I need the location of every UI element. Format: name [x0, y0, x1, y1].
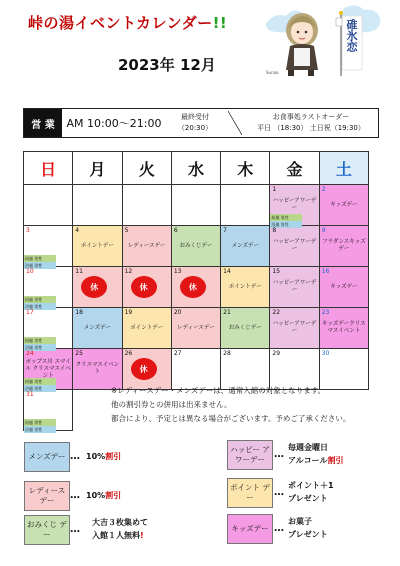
- calendar-week: [24, 226, 369, 267]
- hair-note: 鉛風 男性: [24, 296, 56, 303]
- weekday-header: 土: [319, 152, 368, 185]
- calendar-day: [73, 267, 122, 308]
- calendar-day: [122, 185, 171, 226]
- remark-line: 他の割引券との併用は出来ません。: [111, 400, 232, 409]
- legend-dots: …: [70, 524, 79, 535]
- day-number: 6: [173, 227, 178, 234]
- legend-swatch-ladies: レディース デー: [24, 481, 70, 511]
- day-number: 27: [173, 350, 182, 357]
- day-number: 24: [26, 350, 34, 357]
- weekday-header: 火: [122, 152, 171, 185]
- restaurant-last-order-time: 平日 （18:30） 土日祝（19:30）: [257, 124, 365, 132]
- legend-swatch-happy: ハッピー アワーデー: [227, 440, 273, 470]
- calendar-day: [24, 185, 73, 226]
- diagonal-divider: [224, 109, 244, 137]
- closed-day-badge: 休: [81, 276, 107, 298]
- calendar-week: [24, 185, 369, 226]
- restaurant-last-order-label: お食事処ラストオーダー: [272, 113, 350, 121]
- legend-description: ポイント＋1 プレゼント: [288, 481, 334, 503]
- day-number: 19: [124, 309, 133, 316]
- calendar-day: [171, 267, 220, 308]
- event-label: おみくじデー: [179, 242, 213, 249]
- legend-dots: …: [70, 451, 79, 462]
- event-label: クリスマスイベント: [75, 362, 120, 375]
- day-number: 21: [223, 309, 231, 316]
- legend-description: 大吉３枚集めて 入館１人無料!: [92, 518, 148, 540]
- legend-dots: …: [274, 449, 283, 460]
- day-number: 25: [75, 350, 83, 357]
- bath-note: 浴風 男性: [24, 262, 56, 269]
- weekday-header: 水: [171, 152, 220, 185]
- weekday-header-row: [24, 152, 369, 185]
- legend-swatch-kids: キッズデー: [227, 514, 273, 544]
- event-label: キッズデー: [330, 283, 358, 290]
- day-number: 17: [26, 309, 34, 316]
- day-number: 20: [173, 309, 182, 316]
- day-number: 2: [321, 186, 326, 193]
- legend-description: 毎週金曜日 アルコール割引: [288, 443, 344, 465]
- day-number: 5: [124, 227, 129, 234]
- legend-swatch-mens: メンズデー: [24, 442, 70, 472]
- legend-dots: …: [274, 523, 283, 534]
- weekday-header: 木: [221, 152, 270, 185]
- legend-description: 10%割引: [86, 452, 122, 461]
- calendar-day: [122, 267, 171, 308]
- legend-description: 10%割引: [86, 491, 122, 500]
- weekday-header: 金: [270, 152, 319, 185]
- event-label: ハッピーアワーデー: [272, 239, 317, 252]
- day-number: 3: [26, 227, 30, 234]
- day-number: 12: [124, 268, 133, 275]
- calendar-day: [221, 226, 270, 267]
- event-label: ハッピーアワーデー: [272, 198, 317, 211]
- calendar-day: [319, 185, 368, 226]
- day-number: 11: [75, 268, 83, 275]
- event-label: レディースデー: [177, 324, 215, 331]
- restaurant-last-order: [244, 109, 378, 137]
- event-label: ポップス川 スマイル クリスマスイベント: [25, 358, 71, 379]
- day-number: 16: [321, 268, 330, 275]
- day-number: 13: [173, 268, 182, 275]
- remark-line: ※レディースデー・メンズデーは、通常入館の対象となります。: [111, 386, 326, 395]
- day-number: 8: [272, 227, 277, 234]
- closed-day-badge: 休: [131, 358, 157, 380]
- legend-swatch-point: ポイント デー: [227, 478, 273, 508]
- calendar-day: [24, 308, 73, 349]
- calendar-day: [122, 308, 171, 349]
- calendar-day: [319, 267, 368, 308]
- weekday-header: 月: [73, 152, 122, 185]
- calendar-week: [24, 267, 369, 308]
- hair-note: 鉛風 男性: [24, 255, 56, 262]
- closed-day-badge: 休: [180, 276, 206, 298]
- calendar-day: [270, 267, 319, 308]
- bath-note: 浴風 男性: [270, 221, 302, 228]
- hair-note: 鉛風 男性: [24, 419, 56, 426]
- hair-note: 鉛風 男性: [24, 378, 56, 385]
- calendar-day: [319, 308, 368, 349]
- legend-dots: …: [274, 487, 283, 498]
- event-label: キッズデークリスマスイベント: [322, 321, 366, 334]
- calendar-day: [122, 226, 171, 267]
- day-number: 31: [26, 391, 34, 398]
- calendar-day: [171, 226, 220, 267]
- day-number: 18: [75, 309, 83, 316]
- event-label: ポイントデー: [80, 242, 114, 249]
- day-number: 10: [26, 268, 34, 275]
- last-entry-info: [166, 109, 224, 137]
- calendar-day: [24, 267, 73, 308]
- event-label: レディースデー: [127, 242, 166, 249]
- calendar-day: [221, 308, 270, 349]
- mascot-illustration: [264, 4, 384, 78]
- weekday-header: 日: [24, 152, 73, 185]
- mascot-signature: Sunao: [266, 70, 279, 75]
- event-label: フラダンスキッズデー: [321, 239, 366, 252]
- bath-note: 浴風 男性: [24, 303, 56, 310]
- closed-day-badge: 休: [131, 276, 157, 298]
- day-number: 1: [272, 186, 277, 193]
- hair-note: 鉛風 男性: [270, 214, 302, 221]
- calendar-month: 2023年 12月: [118, 56, 216, 74]
- legend-swatch-omikuji: おみくじ デー: [24, 515, 70, 545]
- remark-line: 都合により、予定とは異なる場合がございます。予めご了承ください。: [111, 414, 351, 423]
- calendar-day: [73, 185, 122, 226]
- remarks: [111, 384, 350, 426]
- business-hours-bar: [23, 108, 379, 138]
- calendar-day: [73, 308, 122, 349]
- bath-note: 浴風 男性: [24, 344, 56, 351]
- calendar-day: [24, 390, 73, 431]
- event-label: ポイントデー: [228, 283, 262, 290]
- calendar-day: [171, 308, 220, 349]
- day-number: 4: [75, 227, 80, 234]
- event-label: おみくじデー: [228, 324, 262, 331]
- last-entry-label: 最終受付: [181, 113, 209, 121]
- day-number: 29: [272, 350, 281, 357]
- calendar-day: [73, 226, 122, 267]
- day-number: 30: [321, 350, 330, 357]
- calendar-day: [221, 267, 270, 308]
- day-number: 9: [321, 227, 326, 234]
- event-label: キッズデー: [330, 201, 358, 208]
- mascot-banner-text: 碓氷恋: [345, 19, 358, 52]
- calendar-day: [171, 185, 220, 226]
- calendar-day: [270, 226, 319, 267]
- event-label: ポイントデー: [130, 324, 164, 331]
- last-entry-time: （20:30）: [177, 124, 213, 132]
- event-label: メンズデー: [231, 242, 259, 249]
- calendar-week: [24, 308, 369, 349]
- hours-label: 営 業: [24, 109, 62, 137]
- day-number: 14: [223, 268, 231, 275]
- legend-dots: …: [70, 490, 79, 501]
- page-title: 峠の湯イベントカレンダー!!: [28, 14, 228, 32]
- calendar-day: [221, 185, 270, 226]
- hair-note: 鉛風 男性: [24, 337, 56, 344]
- day-number: 23: [321, 309, 330, 316]
- day-number: 22: [272, 309, 281, 316]
- day-number: 28: [223, 350, 231, 357]
- day-number: 26: [124, 350, 133, 357]
- event-label: ハッピーアワーデー: [272, 280, 317, 293]
- bath-note: 浴風 男性: [24, 385, 56, 392]
- calendar-day: [319, 226, 368, 267]
- calendar-day: [24, 226, 73, 267]
- event-label: ハッピーアワーデー: [272, 321, 317, 334]
- day-number: 7: [223, 227, 227, 234]
- hours-time: AM 10:00〜21:00: [66, 117, 162, 130]
- calendar-day: [270, 185, 319, 226]
- bath-note: 浴風 男性: [24, 426, 56, 433]
- calendar-day: [24, 349, 73, 390]
- legend-description: お菓子 プレゼント: [288, 517, 328, 539]
- event-label: メンズデー: [83, 324, 112, 331]
- calendar-day: [270, 308, 319, 349]
- day-number: 15: [272, 268, 281, 275]
